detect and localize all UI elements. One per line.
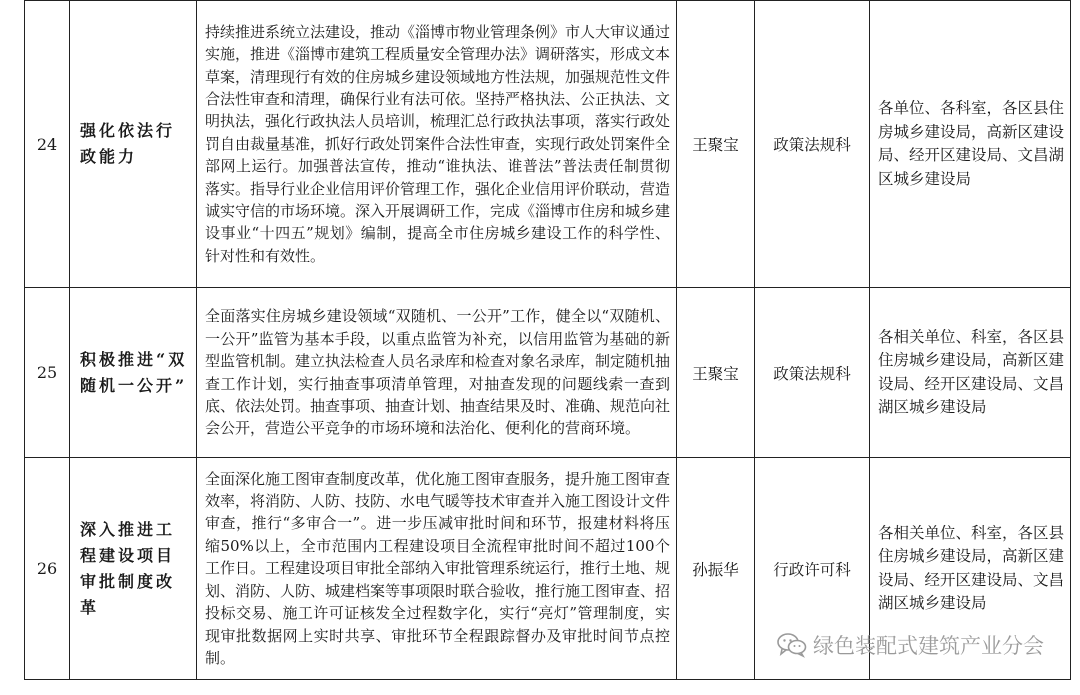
row-number: 25 (25, 288, 70, 458)
row-number: 24 (25, 1, 70, 288)
responsible-leader: 孙振华 (677, 458, 755, 680)
responsible-leader: 王聚宝 (677, 288, 755, 458)
table-row (25, 1, 1071, 288)
task-description: 全面落实住房城乡建设领域“双随机、一公开”工作，健全以“双随机、一公开”监管为基本手段，以重点监管为补充，以信用监管为基础的新型监管机制。建立执法检查人员名录库和检查对象名录库，制定随机抽查工作计划，实行抽查事项清单管理，对抽查发现的问题线索一查到底、依法处罚。抽查事项、抽查计划、抽查结果及时、准确、规范向社会公开，营造公平竞争的市场环境和法治化、便利化的营商环境。 (197, 288, 677, 458)
task-table (24, 0, 1071, 680)
lead-department: 行政许可科 (755, 458, 870, 680)
cooperating-units: 各相关单位、科室，各区县住房城乡建设局，高新区建设局、经开区建设局、文昌湖区城乡建设局 (870, 458, 1071, 680)
lead-department: 政策法规科 (755, 288, 870, 458)
table-row (25, 288, 1071, 458)
row-number: 26 (25, 458, 70, 680)
watermark (777, 630, 1044, 660)
wechat-icon (777, 632, 807, 658)
task-description: 全面深化施工图审查制度改革，优化施工图审查服务，提升施工图审查效率，将消防、人防、技防、水电气暖等技术审查并入施工图设计文件审查，推行“多审合一”。进一步压减审批时间和环节，报建材料将压缩50%以上，全市范围内工程建设项目全流程审批时间不超过100个工作日。工程建设项目审批全部纳入审批管理系统运行，推行土地、规划、消防、人防、城建档案等事项限时联合验收，推行施工图审查、招投标交易、施工许可证核发全过程数字化，实行“亮灯”管理制度，实现审批数据网上实时共享、审批环节全程跟踪督办及审批时间节点控制。 (197, 458, 677, 680)
cooperating-units: 各单位、各科室，各区县住房城乡建设局，高新区建设局、经开区建设局、文昌湖区城乡建设局 (870, 1, 1071, 288)
watermark-text: 绿色装配式建筑产业分会 (813, 634, 1044, 658)
task-title: 强化依法行政能力 (70, 1, 197, 288)
lead-department: 政策法规科 (755, 1, 870, 288)
task-description: 持续推进系统立法建设，推动《淄博市物业管理条例》市人大审议通过实施，推进《淄博市建筑工程质量安全管理办法》调研落实，形成文本草案，清理现行有效的住房城乡建设领域地方性法规，加强规范性文件合法性审查和清理，确保行业有法可依。坚持严格执法、公正执法、文明执法，强化行政执法人员培训，梳理汇总行政执法事项，落实行政处罚自由裁量基准，抓好行政处罚案件合法性审查，实现行政处罚案件全部网上运行。加强普法宣传，推动“谁执法、谁普法”普法责任制贯彻落实。指导行业企业信用评价管理工作，强化企业信用评价联动，营造诚实守信的市场环境。深入开展调研工作，完成《淄博市住房和城乡建设事业“十四五”规划》编制，提高全市住房城乡建设工作的科学性、针对性和有效性。 (197, 1, 677, 288)
responsible-leader: 王聚宝 (677, 1, 755, 288)
cooperating-units: 各相关单位、科室，各区县住房城乡建设局，高新区建设局、经开区建设局、文昌湖区城乡建设局 (870, 288, 1071, 458)
task-title: 积极推进“双随机一公开” (70, 288, 197, 458)
task-title: 深入推进工程建设项目审批制度改革 (70, 458, 197, 680)
